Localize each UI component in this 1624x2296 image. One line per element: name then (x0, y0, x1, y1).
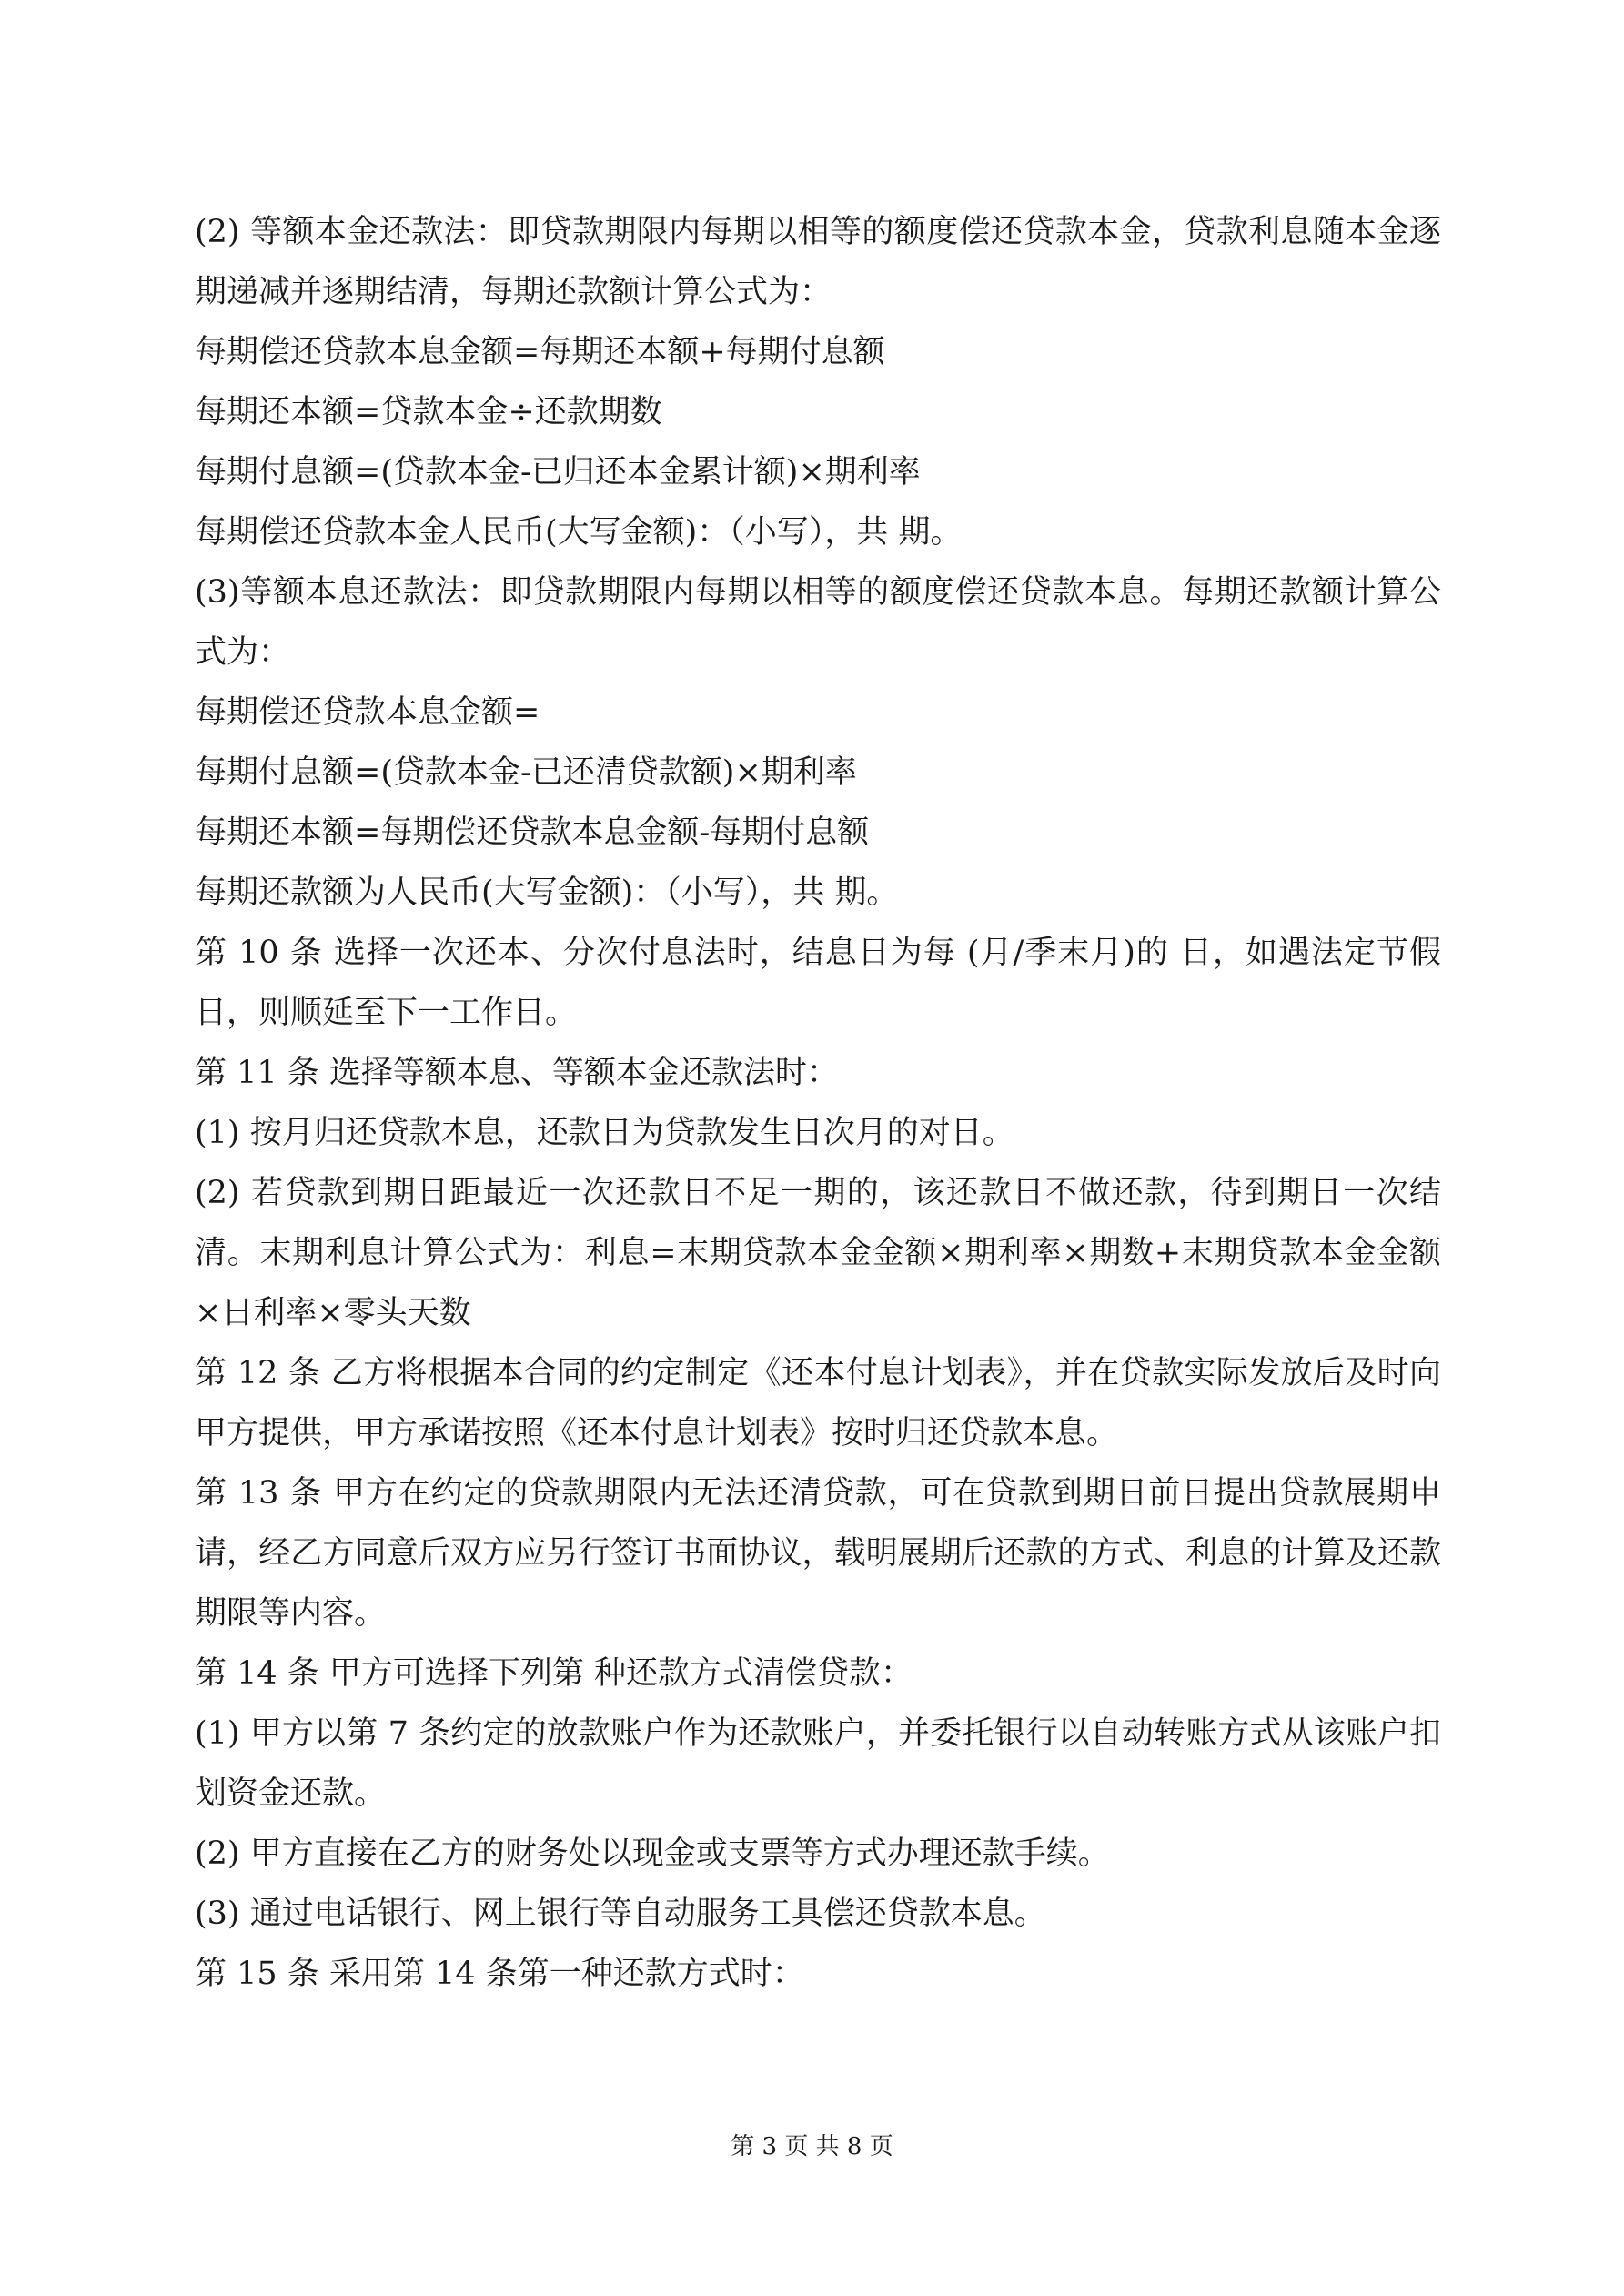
paragraph: 每期付息额=(贷款本金-已还清贷款额)×期利率 (195, 754, 857, 791)
paragraph: (2) 若贷款到期日距最近一次还款日不足一期的，该还款日不做还款，待到期日一次结清。末期利息计算公式为：利息=末期贷款本金金额×期利率×期数+末期贷款本金金额×日利率×零头天数 (195, 1175, 1441, 1331)
paragraph: 第 11 条 选择等额本息、等额本金还款法时： (195, 1055, 839, 1091)
paragraph: 每期还本额=贷款本金÷还款期数 (195, 394, 662, 430)
paragraph: 第 12 条 乙方将根据本合同的约定制定《还本付息计划表》，并在贷款实际发放后及时向甲方提供，甲方承诺按照《还本付息计划表》按时归还贷款本息。 (195, 1355, 1441, 1451)
document-body (195, 202, 1441, 2004)
paragraph: 第 14 条 甲方可选择下列第 种还款方式清偿贷款： (195, 1655, 913, 1692)
paragraph: 每期偿还贷款本息金额= (195, 694, 540, 731)
page-footer: 第 3 页 共 8 页 (731, 2133, 893, 2160)
paragraph: (2) 等额本金还款法：即贷款期限内每期以相等的额度偿还贷款本金，贷款利息随本金逐期递减并逐期结清，每期还款额计算公式为： (195, 214, 1441, 310)
paragraph: 第 10 条 选择一次还本、分次付息法时，结息日为每 (月/季末月)的 日，如遇法定节假日，则顺延至下一工作日。 (195, 935, 1441, 1031)
paragraph: 每期还款额为人民币(大写金额)：（小写），共 期。 (195, 875, 899, 911)
paragraph: (3) 通过电话银行、网上银行等自动服务工具偿还贷款本息。 (195, 1896, 1046, 1932)
paragraph: 每期还本额=每期偿还贷款本息金额-每期付息额 (195, 814, 870, 851)
paragraph: (2) 甲方直接在乙方的财务处以现金或支票等方式办理还款手续。 (195, 1836, 1110, 1872)
paragraph: 每期付息额=(贷款本金-已归还本金累计额)×期利率 (195, 454, 921, 491)
paragraph: 第 15 条 采用第 14 条第一种还款方式时： (195, 1956, 804, 1992)
paragraph: (1) 甲方以第 7 条约定的放款账户作为还款账户，并委托银行以自动转账方式从该账户扣划资金还款。 (195, 1715, 1441, 1812)
paragraph: 每期偿还贷款本金人民币(大写金额)：（小写），共 期。 (195, 514, 963, 551)
paragraph: (1) 按月归还贷款本息，还款日为贷款发生日次月的对日。 (195, 1115, 1014, 1151)
paragraph: (3)等额本息还款法：即贷款期限内每期以相等的额度偿还贷款本息。每期还款额计算公式为： (195, 574, 1441, 671)
paragraph: 每期偿还贷款本息金额=每期还本额+每期付息额 (195, 334, 885, 370)
paragraph: 第 13 条 甲方在约定的贷款期限内无法还清贷款，可在贷款到期日前日提出贷款展期申请，经乙方同意后双方应另行签订书面协议，载明展期后还款的方式、利息的计算及还款期限等内容。 (195, 1475, 1441, 1632)
